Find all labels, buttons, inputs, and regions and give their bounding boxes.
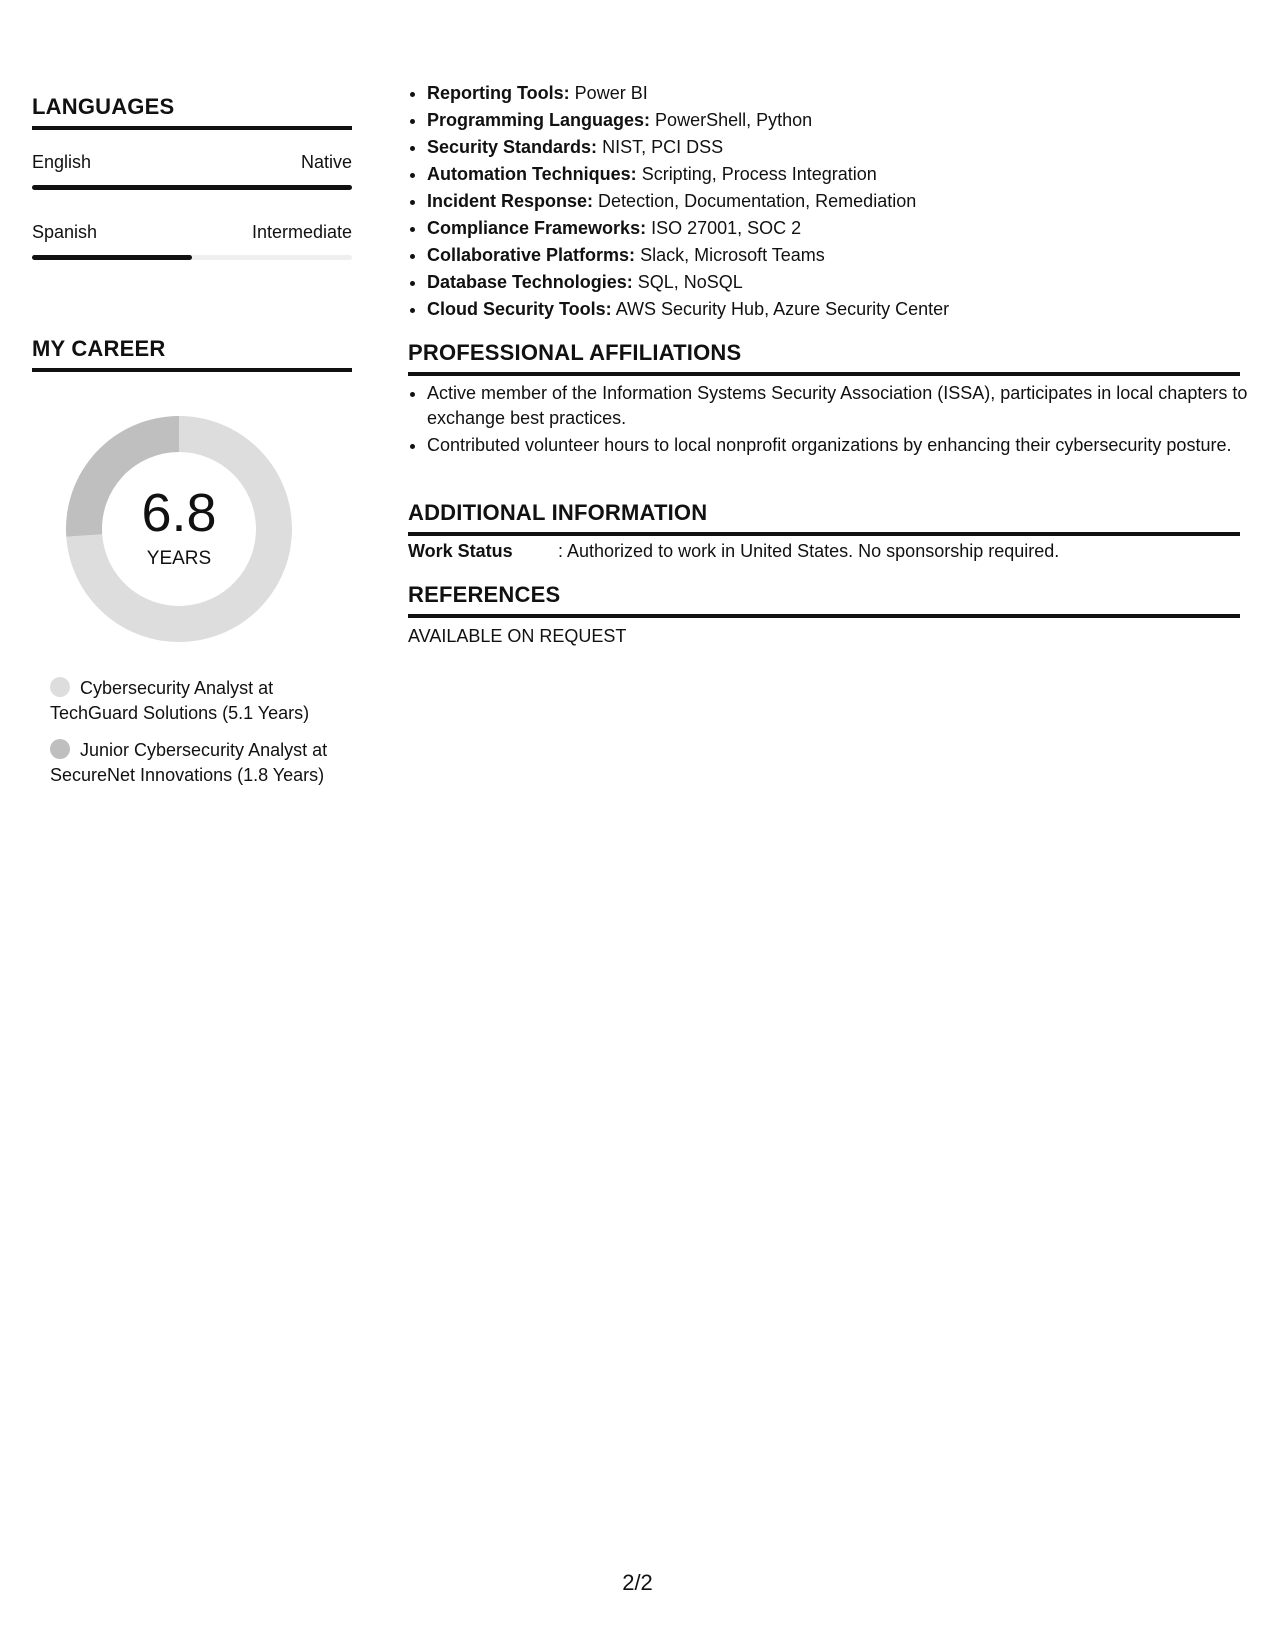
language-proficiency-fill — [32, 185, 352, 190]
references-text: AVAILABLE ON REQUEST — [408, 626, 627, 646]
skill-label: Collaborative Platforms: — [427, 245, 636, 265]
career-legend-item — [50, 676, 330, 726]
skill-label: Automation Techniques: — [427, 164, 637, 184]
skill-item — [427, 80, 1259, 107]
skill-label: Programming Languages: — [427, 110, 651, 130]
language-level: Intermediate — [251, 222, 352, 242]
skill-item — [427, 107, 1259, 134]
skill-value: Slack, Microsoft Teams — [640, 245, 825, 265]
skill-label: Incident Response: — [427, 191, 594, 211]
language-proficiency-fill — [32, 255, 192, 260]
career-legend-item — [50, 738, 330, 788]
skill-label: Compliance Frameworks: — [427, 218, 647, 238]
references-heading: REFERENCES — [408, 582, 1240, 618]
skill-label: Reporting Tools: — [427, 83, 570, 103]
skill-item — [427, 242, 1259, 269]
language-name: English — [32, 152, 92, 172]
skill-item — [427, 269, 1259, 296]
career-total-value: 6.8 — [141, 483, 217, 543]
languages-heading: LANGUAGES — [32, 94, 352, 130]
career-heading: MY CAREER — [32, 336, 352, 372]
skill-value: SQL, NoSQL — [637, 272, 743, 292]
page-number: 2/2 — [622, 1570, 653, 1595]
career-total-unit: YEARS — [146, 548, 212, 569]
affiliations-heading: PROFESSIONAL AFFILIATIONS — [408, 340, 1240, 376]
skill-item — [427, 215, 1259, 242]
affiliation-item: • Contributed volunteer hours to local nonprofit organizations by enhancing their cybersecurity posture. — [427, 433, 1259, 458]
skill-item — [427, 161, 1259, 188]
language-name: Spanish — [32, 222, 98, 242]
skill-item — [427, 188, 1259, 215]
skill-item — [427, 134, 1259, 161]
language-level: Native — [300, 152, 352, 172]
skill-value: Detection, Documentation, Remediation — [598, 191, 917, 211]
skill-label: Security Standards: — [427, 137, 598, 157]
skill-value: PowerShell, Python — [655, 110, 813, 130]
skill-value: NIST, PCI DSS — [602, 137, 724, 157]
skills-list — [408, 80, 1259, 323]
skill-label: Database Technologies: — [427, 272, 633, 292]
skill-value: AWS Security Hub, Azure Security Center — [615, 299, 950, 319]
work-status-row — [408, 541, 1240, 562]
affiliations-list — [408, 381, 1259, 460]
work-status-label: Work Status — [408, 541, 513, 561]
legend-dot-icon — [50, 739, 70, 759]
language-proficiency-bar — [32, 255, 352, 260]
skill-label: Cloud Security Tools: — [427, 299, 612, 319]
additional-info-heading: ADDITIONAL INFORMATION — [408, 500, 1240, 536]
skill-value: Power BI — [574, 83, 648, 103]
legend-dot-icon — [50, 677, 70, 697]
career-donut-center — [66, 416, 292, 642]
skill-value: Scripting, Process Integration — [641, 164, 877, 184]
skill-item — [427, 296, 1259, 323]
language-proficiency-bar — [32, 185, 352, 190]
work-status-value: : Authorized to work in United States. No sponsorship required. — [558, 541, 1060, 561]
career-legend — [50, 676, 330, 800]
affiliation-item: • Active member of the Information Systems Security Association (ISSA), participates in local chapters to exchange best practices. — [427, 381, 1259, 431]
skill-value: ISO 27001, SOC 2 — [651, 218, 802, 238]
career-role-label: Junior Cybersecurity Analyst at SecureNet Innovations (1.8 Years) — [50, 740, 328, 785]
career-role-label: Cybersecurity Analyst at TechGuard Solutions (5.1 Years) — [50, 678, 310, 723]
